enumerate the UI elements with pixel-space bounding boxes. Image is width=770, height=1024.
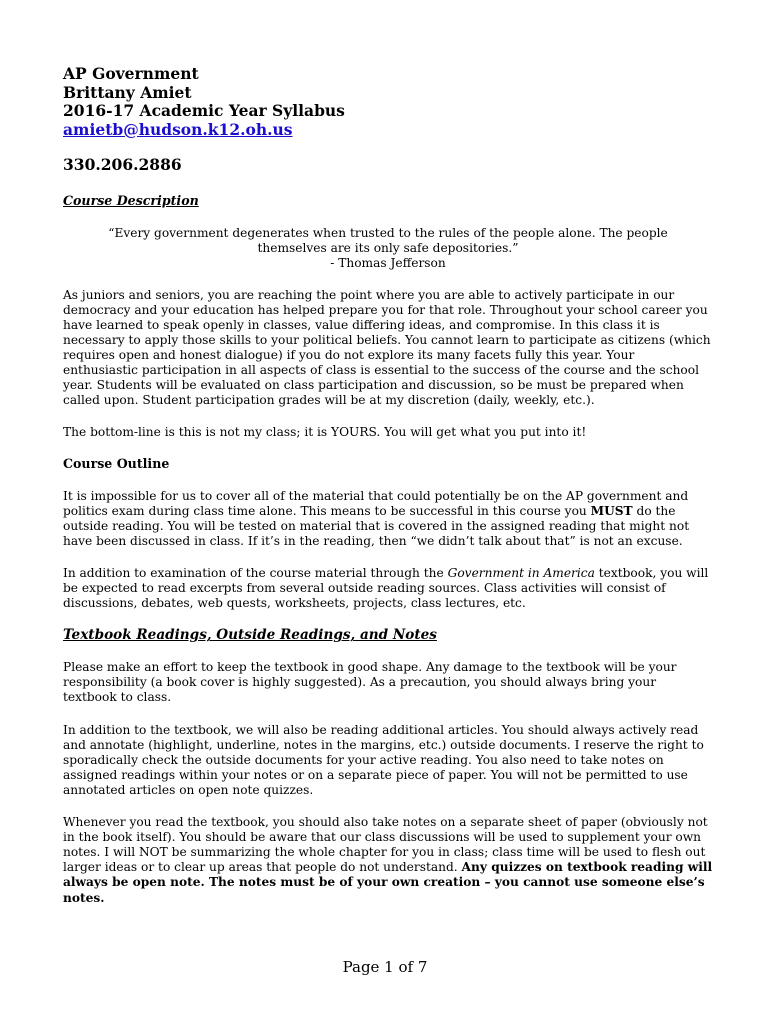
jefferson-quote: [63, 226, 713, 271]
outline-paragraph-1: It is impossible for us to cover all of the material that could potentially be on the AP government and politics exam during class time alone. This means to be successful in this course you MUST do the outside reading. You will be tested on material that is covered in the assigned reading that might not have been discussed in class. If it’s in the reading, then “we didn’t talk about that” is not an excuse.: [63, 488, 690, 548]
course-outline-heading: Course Outline: [63, 455, 170, 471]
outline-paragraph-2: In addition to examination of the course material through the Government in America textbook, you will be expected to read excerpts from several outside reading sources. Class activities will consist of discussions, debates, web quests, worksheets, projects, class lectures, etc.: [63, 566, 709, 611]
textbook-paragraph-3: Whenever you read the textbook, you should also take notes on a separate sheet of paper (obviously not in the book itself). You should be aware that our class discussions will be used to supplement your own notes. I will NOT be summarizing the whole chapter for you in class; class time will be used to flesh out larger ideas or to clear up areas that people do not understand. Any quizzes on textbook reading will always be open note. The notes must be of your own creation – you cannot use someone else’s notes.: [63, 815, 713, 905]
course-title: AP Government: [63, 64, 199, 83]
textbook-heading: Textbook Readings, Outside Readings, and Notes: [63, 627, 437, 644]
description-paragraph: As juniors and seniors, you are reaching the point where you are able to actively participate in our democracy and your education has helped prepare you for that role. Throughout your school career you have learned to speak openly in classes, value differing ideas, and compromise. In this class it is necessary to apply those skills to your political beliefs. You cannot learn to participate as citizens (which requires open and honest dialogue) if you do not explore its many facets fully this year. Your enthusiastic participation in all aspects of class is essential to the success of the course and the school year. Students will be evaluated on class participation and discussion, so be must be prepared when called upon. Student participation grades will be at my discretion (daily, weekly, etc.).: [63, 287, 711, 408]
quote-text: “Every government degenerates when trusted to the rules of the people alone. The people themselves are its only safe depositories.”: [108, 225, 668, 255]
open-note-emphasis: Any quizzes on textbook reading will always be open note. The notes must be of your own creation – you cannot use someone else’s notes.: [63, 860, 713, 905]
must-emphasis: MUST: [590, 503, 633, 518]
course-description-heading: Course Description: [63, 192, 199, 208]
bottom-line-paragraph: The bottom-line is this is not my class; it is YOURS. You will get what you put into it!: [63, 424, 587, 439]
quote-author: - Thomas Jefferson: [330, 255, 446, 270]
textbook-paragraph-1: Please make an effort to keep the textbook in good shape. Any damage to the textbook will be your responsibility (a book cover is highly suggested). As a precaution, you should always bring your textbook to class.: [63, 660, 677, 705]
syllabus-title: 2016-17 Academic Year Syllabus: [63, 101, 345, 120]
teacher-name: Brittany Amiet: [63, 82, 192, 102]
textbook-paragraph-2: In addition to the textbook, we will also be reading additional articles. You should always actively read and annotate (highlight, underline, notes in the margins, etc.) outside documents. I reserve the right to sporadically check the outside documents for your active reading. You also need to take notes on assigned readings within your notes or on a separate piece of paper. You will not be permitted to use annotated articles on open note quizzes.: [63, 722, 704, 797]
document-content: [63, 65, 713, 906]
textbook-title: Government in America: [447, 566, 595, 580]
page-number: Page 1 of 7: [342, 958, 428, 976]
phone-number: 330.206.2886: [63, 155, 182, 174]
email-link[interactable]: amietb@hudson.k12.oh.us: [63, 119, 293, 139]
